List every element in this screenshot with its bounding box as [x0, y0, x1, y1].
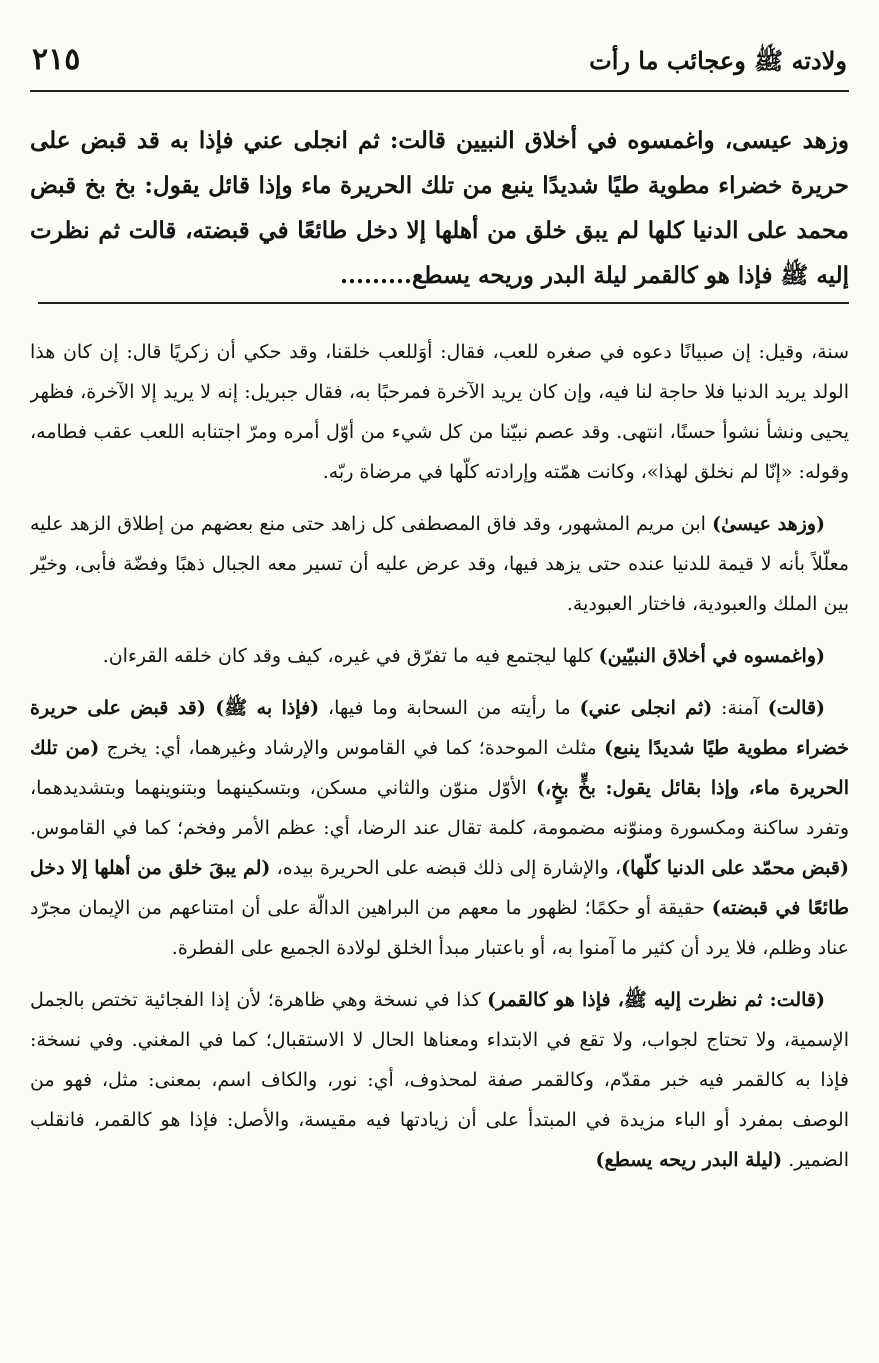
commentary-text: كلها ليجتمع فيه ما تفرّق في غيره، كيف وقد كان خلقه القرءان.: [102, 645, 599, 667]
commentary-paragraph-2: [30, 504, 849, 624]
commentary-paragraph-5: [30, 980, 849, 1180]
commentary-paragraph-4: [30, 688, 849, 968]
lemma: (قالت): [767, 697, 826, 719]
page-number: ٢١٥: [32, 42, 81, 77]
main-text-block: وزهد عيسى، واغمسوه في أخلاق النبيين قالت: ثم انجلى عني فإذا به قد قبض على حريرة خضراء مطوية طيًا شديدًا ينبع من تلك الحريرة ماء وإذا قائل يقول: بخ بخ قبض محمد على الدنيا كلها لم يبق خلق من أهلها إلا دخل طائعًا في قبضته، قالت ثم نظرت إليه ﷺ فإذا هو كالقمر ليلة البدر وريحه يسطع.........: [30, 127, 849, 289]
lemma: (واغمسوه في أخلاق النبيّين): [598, 645, 825, 667]
page-header: [30, 42, 849, 92]
commentary-text: حقيقة أو حكمًا؛ لظهور ما معهم من البراهين الدالّة على أن امتناعهم من الإيمان مجرّد عناد وظلم، فلا يرد أن كثير ما آمنوا به، أو باعتبار مبدأ الخلق لولادة الجميع على الفطرة.: [30, 897, 849, 959]
commentary-block: [30, 332, 849, 1352]
commentary-text: آمنة:: [712, 697, 768, 719]
commentary-text: ابن مريم المشهور، وقد فاق المصطفى كل زاهد حتى منع بعضهم من إطلاق الزهد عليه معلّلاً بأنه لا قيمة للدنيا عنده حتى يزهد فيها، وقد عرض عليه أن تسير معه الجبال ذهبًا وفضّة فأبى، وخيّر بين الملك والعبودية، فاختار العبودية.: [30, 513, 849, 615]
commentary-paragraph-3: [30, 636, 849, 676]
commentary-text: كذا في نسخة وهي ظاهرة؛ لأن إذا الفجائية تختص بالجمل الإسمية، ولا تحتاج لجواب، ولا تقع في الابتداء ومعناها الحال لا الاستقبال؛ كما في المغني. وفي نسخة: فإذا به كالقمر فيه خبر مقدّم، وكالقمر صفة لمحذوف، أي: نور، والكاف اسم، بمعنى: مثل، فهو من الوصف بمفرد أو الباء مزيدة في المبتدأ على أن زيادتها فيه مقيسة، والأصل: فإذا هو كالقمر، فانقلب الضمير.: [30, 989, 849, 1171]
section-divider: [38, 302, 849, 304]
lemma: (ليلة البدر ريحه يسطع): [595, 1149, 783, 1171]
commentary-text: الأوّل منوّن والثاني مسكن، وبتسكينهما وبتنوينهما وبتشديدهما، وتفرد ساكنة ومكسورة ومنوّنه مضمومة، كلمة تقال عند الرضا، أي: عظم الأمر وفخم؛ كما في القاموس.: [30, 777, 849, 839]
lemma: (فإذا به ﷺ) (قد قبض على حريرة خضراء مطوية طيًا شديدًا ينبع): [30, 697, 849, 759]
running-title: ولادته ﷺ وعجائب ما رأت: [589, 46, 847, 75]
lemma: (وزهد عيسىٰ): [712, 513, 825, 535]
lemma: (قالت: ثم نظرت إليه ﷺ، فإذا هو كالقمر): [487, 989, 826, 1011]
lemma: (ثم انجلى عني): [579, 697, 713, 719]
lemma: (قبض محمّد على الدنيا كلّها): [621, 857, 849, 879]
commentary-text: ما رأيته من السحابة وما فيها،: [319, 697, 580, 719]
commentary-text: ، والإشارة إلى ذلك قبضه على الحريرة بيده،: [270, 857, 622, 879]
lemma: (من تلك الحريرة ماء، وإذا بقائل يقول: بخٍّ بخٍ،): [30, 737, 849, 799]
commentary-text: مثلث الموحدة؛ كما في القاموس والإرشاد وغيرهما، أي: يخرج: [99, 737, 605, 759]
commentary-paragraph-1: سنة، وقيل: إن صبيانًا دعوه في صغره للعب، فقال: أوَللعب خلقنا، وقد حكي أن زكريًا قال: إن كان هذا الولد يريد الدنيا فلا حاجة لنا فيه، وإن كان يريد الآخرة فمرحبًا به، فقال جبريل: إنه لا يريد إلا الآخرة، فظهر يحيى ونشأ نشوأ حسنًا، انتهى. وقد عصم نبيّنا من كل شيء من أوّل أمره ومرّ اجتنابه اللعب عقب فطامه، وقوله: «إنّا لم نخلق لهذا»، وكانت همّته وإرادته كلّها في مرضاة ربّه.: [30, 341, 849, 483]
lemma: (لم يبقَ خلق من أهلها إلا دخل طائعًا في قبضته): [30, 857, 849, 919]
